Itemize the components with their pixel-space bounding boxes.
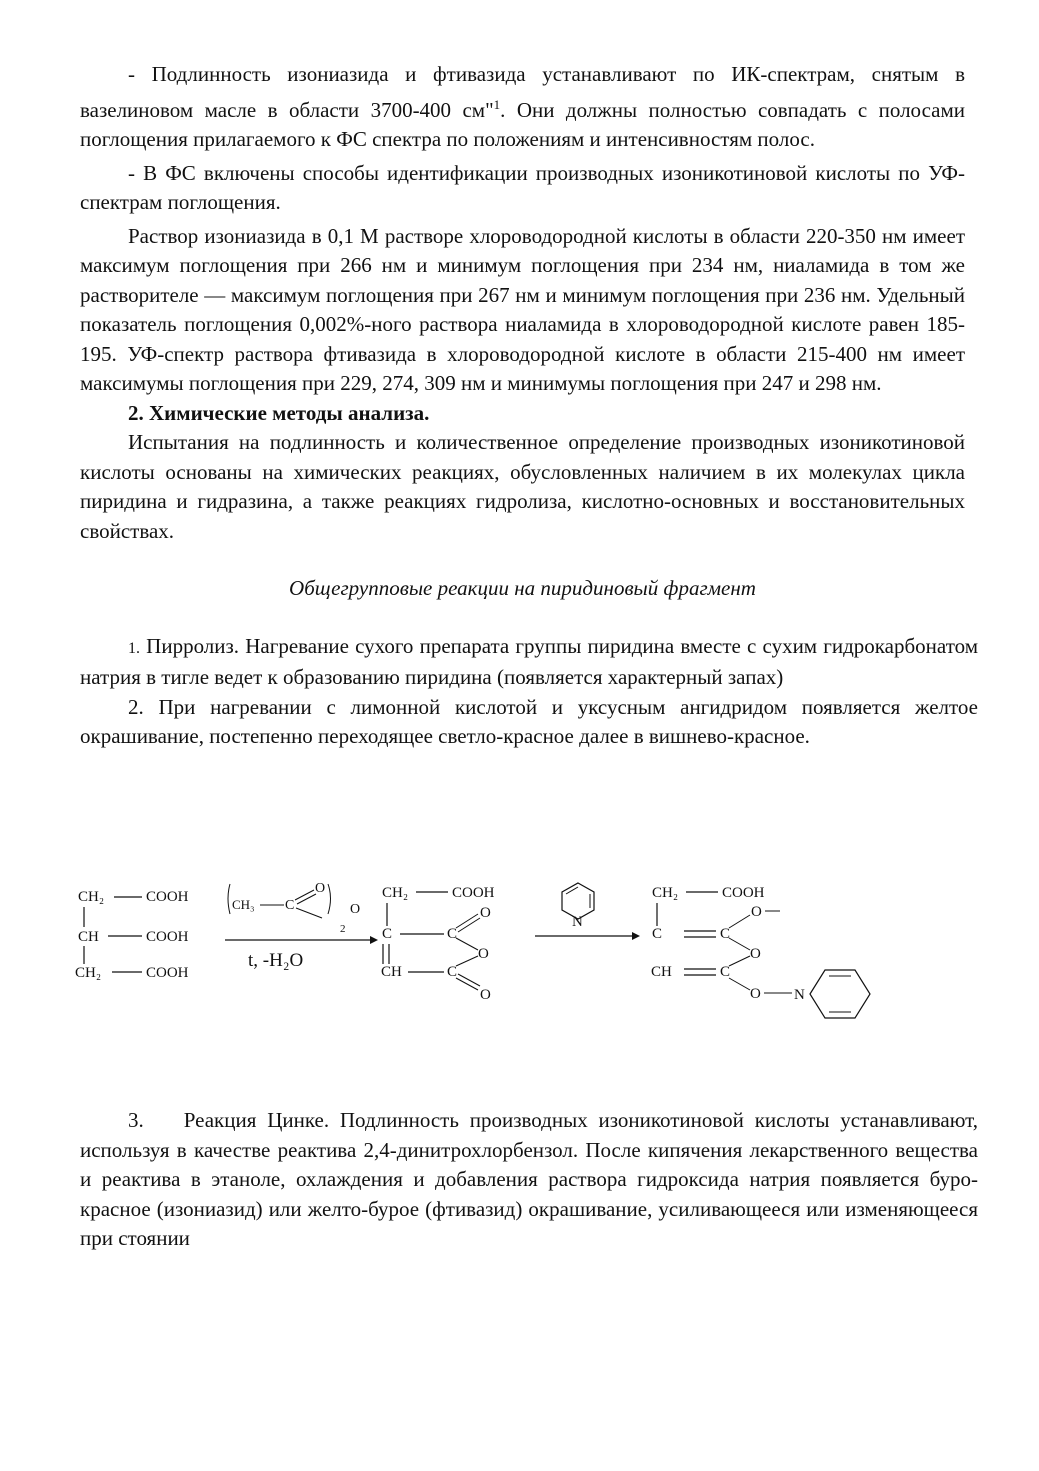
product-cooh: COOH	[722, 885, 765, 901]
intermediate-o-1: O	[480, 905, 491, 921]
citric-ch: CH	[78, 929, 99, 945]
anhydride-o-double: O	[315, 881, 326, 896]
anhydride-o-bridge: O	[350, 902, 361, 917]
citric-cooh-1: COOH	[146, 889, 189, 905]
intermediate-c-carbonyl-2: C	[447, 964, 458, 980]
product-ch2: CH₂	[652, 885, 679, 901]
acetic-anhydride	[228, 881, 360, 935]
product-n: N	[794, 987, 805, 1003]
paragraph-pyrolysis: 1. Пирролиз. Нагревание сухого препарата группы пиридина вместе с сухим гидрокарбонатом натрия в тигле ведет к образованию пиридина (появляется характерный запах)	[80, 633, 978, 689]
paragraph-uv-methods: - В ФС включены способы идентификации производных изоникотиновой кислоты по УФ-спектрам поглощения.	[80, 160, 965, 214]
zincke-section	[80, 1106, 978, 1254]
paragraph-chemical-methods: Испытания на подлинность и количественное определение производных изоникотиновой кислоты основаны на химических реакциях, обусловленных наличием в их молекулах цикла пиридина и гидразина, а также реакциях гидролиза, кислотно-основных и восстановительных свойствах.	[80, 430, 965, 543]
anhydride-c: C	[285, 898, 295, 913]
section-heading: 2. Химические методы анализа.	[128, 400, 430, 425]
anhydride-intermediate	[381, 885, 495, 1003]
intermediate-o-2: O	[480, 987, 491, 1003]
product-o-ring: O	[750, 946, 761, 962]
citric-ch2-top: CH₂	[78, 889, 105, 905]
intermediate-ch: CH	[381, 964, 402, 980]
citric-acid	[75, 889, 189, 981]
anhydride-ch3: CH₃	[232, 897, 255, 912]
paragraph-citric-acid: 2. При нагревании с лимонной кислотой и уксусным ангидридом появляется желтое окрашивание, постепенно переходящее светло-красное далее в вишнево-красное.	[80, 694, 978, 748]
pyridinium-ring	[810, 970, 870, 1018]
intermediate-c-carbonyl-1: C	[447, 926, 458, 942]
first-reaction-arrow	[225, 936, 378, 971]
product-o-methoxy: O	[751, 904, 762, 920]
paragraph-zincke: 3. Реакция Цинке. Подлинность производных изоникотиновой кислоты устанавливают, используя в качестве реактива 2,4-динитрохлорбензол. После кипячения лекарственного вещества и реактива в этаноле, охлаждения и добавления раствора гидроксида натрия появляется буро-красное (изониазид) или желто-бурое (фтивазид) окрашивание, усиливающееся или изменяющееся при стоянии	[80, 1108, 978, 1250]
product-c-1: C	[720, 926, 731, 942]
intermediate-cooh: COOH	[452, 885, 495, 901]
citric-cooh-2: COOH	[146, 929, 189, 945]
intermediate-o-ring: O	[478, 946, 489, 962]
subsection-title: Общегрупповые реакции на пиридиновый фрагмент	[289, 576, 756, 600]
product-c-left: C	[652, 926, 663, 942]
pyridine-n: N	[572, 914, 583, 930]
product-c-2: C	[720, 964, 731, 980]
paragraph-uv-details: Раствор изониазида в 0,1 М растворе хлороводородной кислоты в области 220-350 нм имеет максимум поглощения при 266 нм и минимум поглощения при 234 нм, ниаламида в том же растворителе — максимум поглощения при 267 нм и минимум поглощения при 236 нм. Удельный показатель поглощения 0,002%-ного раствора ниаламида в хлороводородной кислоте равен 185-195. УФ-спектр раствора фтивазида в хлороводородной кислоте в области 215-400 нм имеет максимумы поглощения при 229, 274, 309 нм и минимумы поглощения при 247 и 298 нм.	[80, 223, 965, 395]
intermediate-c-left: C	[382, 926, 393, 942]
pyridine-reagent	[562, 883, 594, 930]
reaction-diagram	[60, 870, 900, 1030]
product	[651, 885, 870, 1018]
product-ch: CH	[651, 964, 672, 980]
product-o-n: O	[750, 986, 761, 1002]
second-reaction-arrow	[535, 932, 640, 940]
citric-cooh-3: COOH	[146, 965, 189, 981]
citric-ch2-bottom: CH₂	[75, 965, 102, 981]
reaction-conditions: t, -H₂O	[248, 950, 304, 971]
anhydride-subscript: 2	[340, 923, 346, 935]
intermediate-ch2: CH₂	[382, 885, 409, 901]
paragraph-ir-spectra: - Подлинность изониазида и фтивазида устанавливают по ИК-спектрам, снятым в вазелиновом масле в области 3700-400 см"$^1$. Они должны полностью совпадать с полосами поглощения прилагаемого к ФС спектра по положениям и интенсивностям полос.	[80, 62, 966, 151]
document-body	[80, 60, 978, 752]
